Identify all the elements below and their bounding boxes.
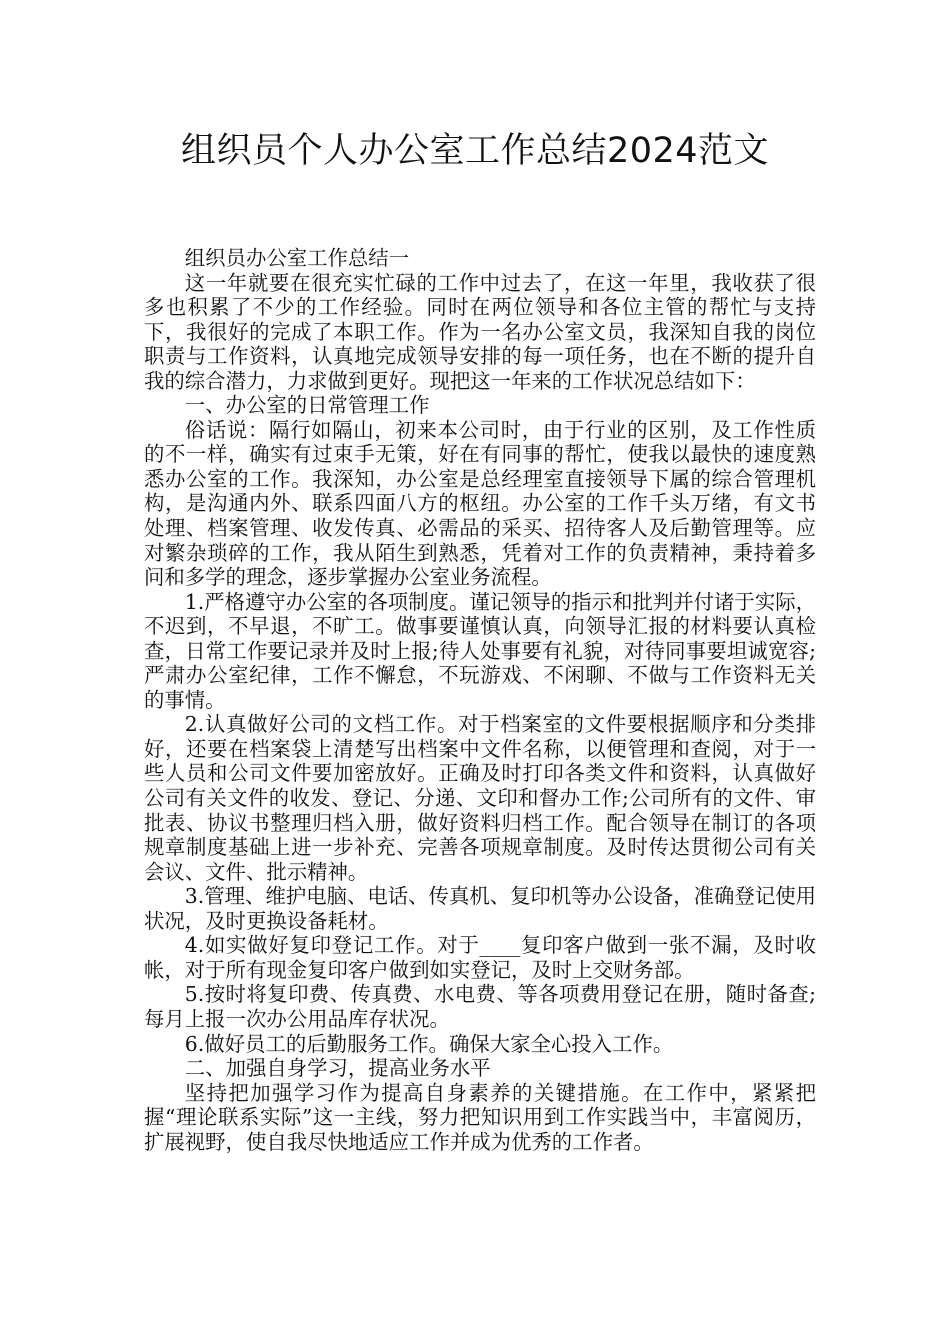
list-item-2: 2.认真做好公司的文档工作。对于档案室的文件要根据顺序和分类排好，还要在档案袋上清楚写出档案中文件名称，以便管理和查阅，对于一些人员和公司文件要加密放好。正确及时打印各类文件和资料，认真做好公司有关文件的收发、登记、分递、文印和督办工作;公司所有的文件、审批表、协议书整理归档入册，做好资料归档工作。配合领导在制订的各项规章制度基础上进一步补充、完善各项规章制度。及时传达贯彻公司有关会议、文件、批示精神。 [144,712,816,884]
list-item-5: 5.按时将复印费、传真费、水电费、等各项费用登记在册，随时备查;每月上报一次办公用品库存状况。 [144,982,816,1031]
list-item-6: 6.做好员工的后勤服务工作。确保大家全心投入工作。 [184,1031,674,1056]
list-item-3: 3.管理、维护电脑、电话、传真机、复印机等办公设备，准确登记使用状况，及时更换设备耗材。 [144,884,816,933]
intro-paragraph: 这一年就要在很充实忙碌的工作中过去了，在这一年里，我收获了很多也积累了不少的工作经验。同时在两位领导和各位主管的帮忙与支持下，我很好的完成了本职工作。作为一名办公室文员，我深知自我的岗位职责与工作资料，认真地完成领导安排的每一项任务，也在不断的提升自我的综合潜力，力求做到更好。现把这一年来的工作状况总结如下： [144,270,816,393]
list-item-1: 1.严格遵守办公室的各项制度。谨记领导的指示和批判并付诸于实际，不迟到，不早退，不旷工。做事要谨慎认真，向领导汇报的材料要认真检查，日常工作要记录并及时上报;待人处事要有礼貌，对待同事要坦诚宽容;严肃办公室纪律，工作不懈怠，不玩游戏、不闲聊、不做与工作资料无关的事情。 [144,589,816,712]
section-heading-summary-one: 组织员办公室工作总结一 [184,246,410,270]
self-study-paragraph: 坚持把加强学习作为提高自身素养的关键措施。在工作中，紧紧把握“理论联系实际”这一主线，努力把知识用到工作实践当中，丰富阅历，扩展视野，使自我尽快地适应工作并成为优秀的工作者。 [144,1080,816,1154]
daily-management-paragraph: 俗话说：隔行如隔山，初来本公司时，由于行业的区别，及工作性质的不一样，确实有过束手无策，好在有同事的帮忙，使我以最快的速度熟悉办公室的工作。我深知，办公室是总经理室直接领导下属的综合管理机构，是沟通内外、联系四面八方的枢纽。办公室的工作千头万绪，有文书处理、档案管理、收发传真、必需品的采买、招待客人及后勤管理等。应对繁杂琐碎的工作，我从陌生到熟悉，凭着对工作的负责精神，秉持着多问和多学的理念，逐步掌握办公室业务流程。 [144,417,816,590]
section-heading-self-study: 二、加强自身学习，提高业务水平 [184,1056,491,1081]
list-item-4: 4.如实做好复印登记工作。对于____复印客户做到一张不漏，及时收帐，对于所有现金复印客户做到如实登记，及时上交财务部。 [144,933,816,982]
document-title: 组织员个人办公室工作总结2024范文 [180,131,770,171]
document-body [144,246,816,1154]
section-heading-daily-management: 一、办公室的日常管理工作 [184,393,430,418]
